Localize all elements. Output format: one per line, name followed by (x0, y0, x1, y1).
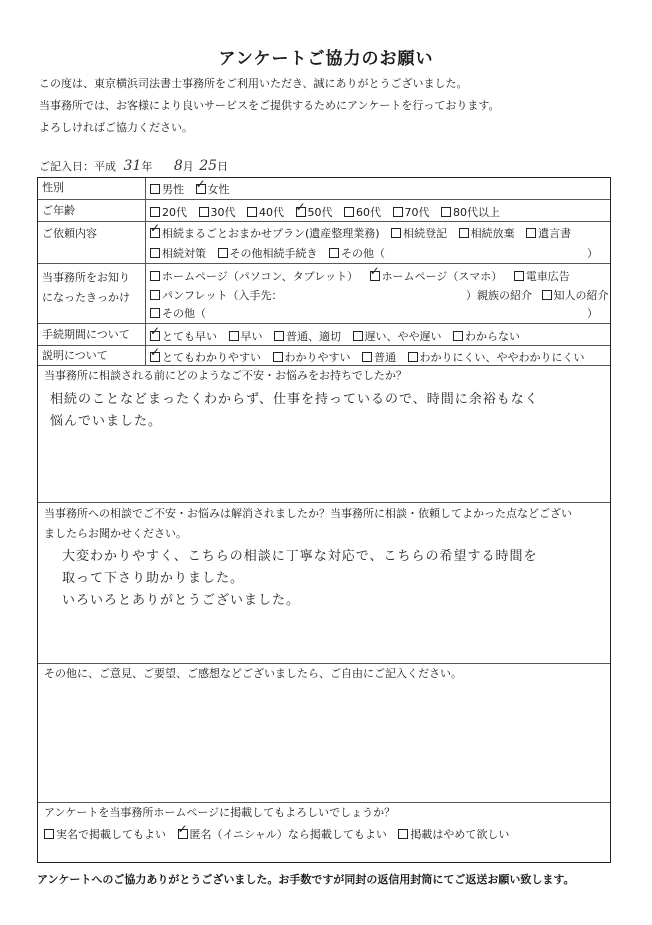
checkbox[interactable] (273, 352, 283, 362)
age-option[interactable]: 30代 (199, 204, 236, 220)
checkbox[interactable] (526, 228, 536, 238)
q1-answer-line: 相続のことなどまったくわからず、仕事を持っているので、時間に余裕もなく (50, 392, 539, 407)
q1-question: 当事務所に相談される前にどのようなご不安・お悩みをお持ちでしたか？ (44, 369, 407, 382)
request-close-paren: ） (587, 247, 598, 260)
age-row (38, 199, 610, 221)
explanation-option[interactable]: 普通 (362, 349, 396, 365)
footer-note: アンケートへのご協力ありがとうございました。お手数ですが同封の返信用封筒にてご返送お願い致します。 (37, 873, 575, 886)
checkbox[interactable] (44, 829, 54, 839)
source-pamphlet-close: ）親族の紹介 (466, 289, 532, 302)
checkbox[interactable] (150, 290, 160, 300)
request-options-line2 (150, 245, 606, 261)
age-option[interactable]: 60代 (344, 204, 381, 220)
period-option[interactable]: 早い (229, 328, 263, 344)
checkbox[interactable] (150, 271, 160, 281)
request-option[interactable]: 相続対策 (150, 245, 206, 261)
source-label-line2: になったきっかけ (42, 291, 130, 304)
date-year: 31 (123, 158, 142, 174)
checkbox[interactable] (274, 331, 284, 341)
explanation-option[interactable]: ✓ とてもわかりやすい (150, 349, 261, 365)
q2-question-row (38, 502, 610, 544)
gender-row (38, 178, 610, 199)
checkbox-checked[interactable] (370, 271, 380, 281)
checkbox-checked[interactable] (150, 352, 160, 362)
gender-options (150, 181, 606, 197)
q1-answer-area[interactable] (38, 387, 610, 502)
period-option[interactable]: 遅い、やや遅い (353, 328, 442, 344)
checkbox[interactable] (542, 290, 552, 300)
publish-question: アンケートを当事務所ホームページに掲載してもよろしいでしょうか？ (44, 806, 396, 819)
q3-answer-area[interactable] (38, 685, 610, 802)
q2-answer-line: 大変わかりやすく、こちらの相談に丁寧な対応で、こちらの希望する時間を (62, 549, 538, 564)
checkbox[interactable] (150, 207, 160, 217)
q2-answer-line: いろいろとありがとうございました。 (62, 593, 301, 608)
publish-options-row (38, 824, 610, 864)
survey-form (37, 177, 611, 863)
checkbox[interactable] (393, 207, 403, 217)
source-option[interactable]: ホームページ（パソコン、タブレット） (150, 268, 358, 284)
intro-line: 当事務所では、お客様により良いサービスをご提供するためにアンケートを行っております。 (39, 99, 500, 112)
period-options (150, 328, 606, 344)
period-option[interactable]: ✓ とても早い (150, 328, 217, 344)
date-month: 8 (173, 158, 183, 174)
explanation-option[interactable]: わかりやすい (273, 349, 351, 365)
checkbox[interactable] (150, 308, 160, 318)
publish-option[interactable]: 掲載はやめて欲しい (398, 826, 509, 842)
q2-question-line2: ましたらお聞かせください。 (44, 527, 187, 540)
checkbox[interactable] (329, 248, 339, 258)
checkbox[interactable] (150, 184, 160, 194)
q3-question-row (38, 663, 610, 685)
checkbox[interactable] (391, 228, 401, 238)
date-year-unit: 年 (141, 160, 153, 173)
request-label: ご依頼内容 (38, 222, 146, 263)
request-row (38, 221, 610, 263)
checkbox[interactable] (218, 248, 228, 258)
source-option[interactable]: パンフレット（入手先： (150, 287, 282, 303)
checkbox[interactable] (247, 207, 257, 217)
publish-options (44, 826, 517, 842)
source-option[interactable]: 知人の紹介 (542, 287, 609, 303)
age-option[interactable]: 70代 (393, 204, 430, 220)
age-option[interactable]: 20代 (150, 204, 187, 220)
age-option[interactable]: 40代 (247, 204, 284, 220)
request-options-line1 (150, 225, 606, 241)
checkbox[interactable] (344, 207, 354, 217)
checkbox[interactable] (150, 248, 160, 258)
q3-question: その他に、ご意見、ご要望、ご感想などございましたら、ご自由にご記入ください。 (44, 667, 462, 680)
checkbox[interactable] (453, 331, 463, 341)
explanation-row (38, 345, 610, 365)
q2-answer-line: 取って下さり助かりました。 (62, 571, 245, 586)
source-options-line3 (150, 305, 606, 321)
age-option[interactable]: 80代以上 (441, 204, 500, 220)
period-row (38, 323, 610, 345)
q2-question-line1: 当事務所への相談でご不安・お悩みは解消されましたか？当事務所に相談・依頼してよかった点などござい (44, 507, 572, 520)
checkbox[interactable] (459, 228, 469, 238)
intro-line: この度は、東京横浜司法書士事務所をご利用いただき、誠にありがとうございました。 (39, 77, 468, 90)
q2-answer-area[interactable] (38, 544, 610, 663)
request-option[interactable]: 相続登記 (391, 225, 447, 241)
period-label: 手続期間について (38, 324, 146, 345)
checkbox[interactable] (514, 271, 524, 281)
source-options-line1 (150, 268, 606, 284)
request-option[interactable]: 相続放棄 (459, 225, 515, 241)
source-row (38, 263, 610, 323)
date-day: 25 (199, 158, 218, 174)
checkbox-checked[interactable] (150, 228, 160, 238)
checkbox-checked[interactable] (196, 184, 206, 194)
age-option[interactable]: ✓ 50代 (296, 204, 333, 220)
checkbox[interactable] (408, 352, 418, 362)
source-label (38, 264, 146, 323)
checkbox[interactable] (441, 207, 451, 217)
explanation-options (150, 349, 606, 365)
checkbox[interactable] (353, 331, 363, 341)
period-option[interactable]: 普通、適切 (274, 328, 341, 344)
gender-label: 性別 (38, 178, 146, 199)
age-label: ご年齢 (38, 200, 146, 221)
gender-option[interactable]: 男性 (150, 181, 184, 197)
source-option[interactable]: ✓ ホームページ（スマホ） (370, 268, 503, 284)
date-day-unit: 日 (217, 160, 229, 173)
explanation-option[interactable]: わかりにくい、ややわかりにくい (408, 349, 585, 365)
source-label-line1: 当事務所をお知り (42, 271, 130, 284)
source-options-line2-right (466, 287, 617, 303)
date-field (39, 158, 228, 174)
explanation-label: 説明について (38, 346, 146, 365)
page-title: アンケートご協力のお願い (218, 49, 434, 69)
checkbox[interactable] (398, 829, 408, 839)
publish-option[interactable]: 実名で掲載してもよい (44, 826, 166, 842)
request-option[interactable]: 遺言書 (526, 225, 571, 241)
checkbox[interactable] (199, 207, 209, 217)
request-option[interactable]: その他（ (329, 245, 385, 261)
source-option[interactable]: 電車広告 (514, 268, 570, 284)
publish-option[interactable]: ✓ 匿名（イニシャル）なら掲載してもよい (178, 826, 387, 842)
publish-question-row (38, 802, 610, 824)
source-close-paren: ） (587, 307, 598, 320)
checkbox-checked[interactable] (296, 207, 306, 217)
checkbox-checked[interactable] (178, 829, 188, 839)
q1-answer-line: 悩んでいました。 (50, 414, 163, 429)
date-month-unit: 月 (182, 160, 194, 173)
gender-option[interactable]: ✓ 女性 (196, 181, 230, 197)
intro-line: よろしければご協力ください。 (39, 121, 193, 134)
date-label: ご記入日：平成 (39, 160, 116, 173)
request-option[interactable]: ✓ 相続まるごとおまかせプラン(遺産整理業務) (150, 225, 380, 241)
source-option[interactable]: その他（ (150, 305, 206, 321)
request-option[interactable]: その他相続手続き (218, 245, 318, 261)
checkbox-checked[interactable] (150, 331, 160, 341)
checkbox[interactable] (362, 352, 372, 362)
checkbox[interactable] (229, 331, 239, 341)
age-options (150, 204, 606, 220)
period-option[interactable]: わからない (453, 328, 520, 344)
q1-question-row (38, 365, 610, 387)
